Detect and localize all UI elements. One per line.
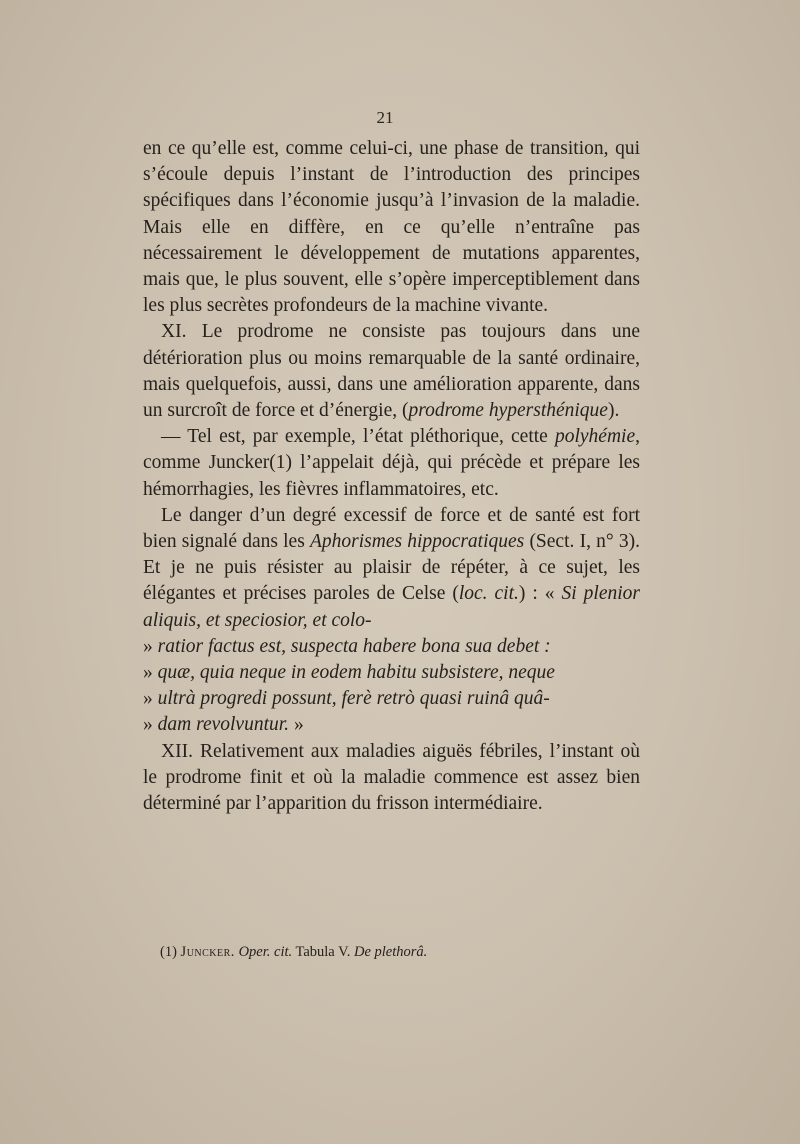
paragraph-text: (Sect. I, n° 3). Et je ne puis résister au plaisir de répéter, à ce sujet, les élégantes et précises paroles de Celse (: [143, 531, 640, 605]
italic-title: Aphorismes hippocratiques: [309, 531, 525, 553]
latin-quote-line: dam revolvuntur.: [157, 714, 290, 736]
paragraph-danger: [143, 503, 640, 739]
paragraph-text: — Tel est, par exemple, l’état pléthorique, cette: [161, 426, 555, 448]
quote-mark: »: [143, 662, 153, 684]
paragraph-text: ) : «: [518, 583, 562, 605]
footnote-table: Tabula V.: [295, 944, 351, 960]
paragraph-text: XI. Le prodrome ne consiste pas toujours dans une détérioration plus ou moins remarquable de la santé ordinaire, mais quelquefois, aussi, dans une amélioration apparente, dans un surcroît de force et d’énergie, (: [143, 321, 640, 422]
quote-mark: »: [143, 635, 153, 657]
quote-mark: »: [143, 688, 153, 710]
paragraph-text: ).: [607, 400, 620, 422]
italic-term: prodrome hypersthénique: [408, 400, 608, 422]
quote-mark: »: [143, 714, 153, 736]
footnote-marker: (1): [160, 944, 177, 960]
page-number: 21: [376, 108, 394, 127]
italic-citation: loc. cit.: [458, 583, 519, 605]
footnote-work: Oper. cit.: [238, 944, 293, 960]
latin-quote-line: Si plenior aliquis, et speciosior, et colo-: [143, 583, 640, 631]
paragraph-text: Le danger d’un degré excessif de force et de santé est fort bien signalé dans les: [143, 504, 640, 553]
paragraph-text: , comme Juncker(1) l’appelait déjà, qui précède et prépare les hémorrhagies, les fièvres inflammatoires, etc.: [143, 426, 640, 500]
italic-term: polyhémie: [554, 426, 636, 448]
paragraph-plethora: [143, 424, 640, 503]
latin-quote-line: quæ, quia neque in eodem habitu subsistere, neque: [157, 662, 555, 684]
latin-quote-line: ratior factus est, suspecta habere bona sua debet :: [157, 635, 551, 657]
paragraph-continuation: en ce qu’elle est, comme celui-ci, une phase de transition, qui s’écoule depuis l’instant de l’introduction des principes spécifiques dans l’économie jusqu’à l’invasion de la maladie. Mais elle en diffère, en ce qu’elle n’entraîne pas nécessairement le développement de mutations apparentes, mais que, le plus souvent, elle s’opère imperceptiblement dans les plus secrètes profondeurs de la machine vivante.: [143, 138, 640, 317]
footnote-title: De plethorâ.: [353, 944, 428, 960]
body-text: [143, 136, 640, 817]
footnote: [160, 944, 620, 961]
paragraph-section-xi: [143, 319, 640, 424]
footnote-author: Juncker.: [180, 944, 235, 960]
paragraph-section-xii: XII. Relativement aux maladies aiguës fébriles, l’instant où le prodrome finit et où la maladie commence est assez bien déterminé par l’apparition du frisson intermédiaire.: [143, 740, 640, 815]
quote-close: »: [289, 714, 304, 736]
latin-quote-line: ultrà progredi possunt, ferè retrò quasi ruinâ quâ-: [157, 688, 550, 710]
